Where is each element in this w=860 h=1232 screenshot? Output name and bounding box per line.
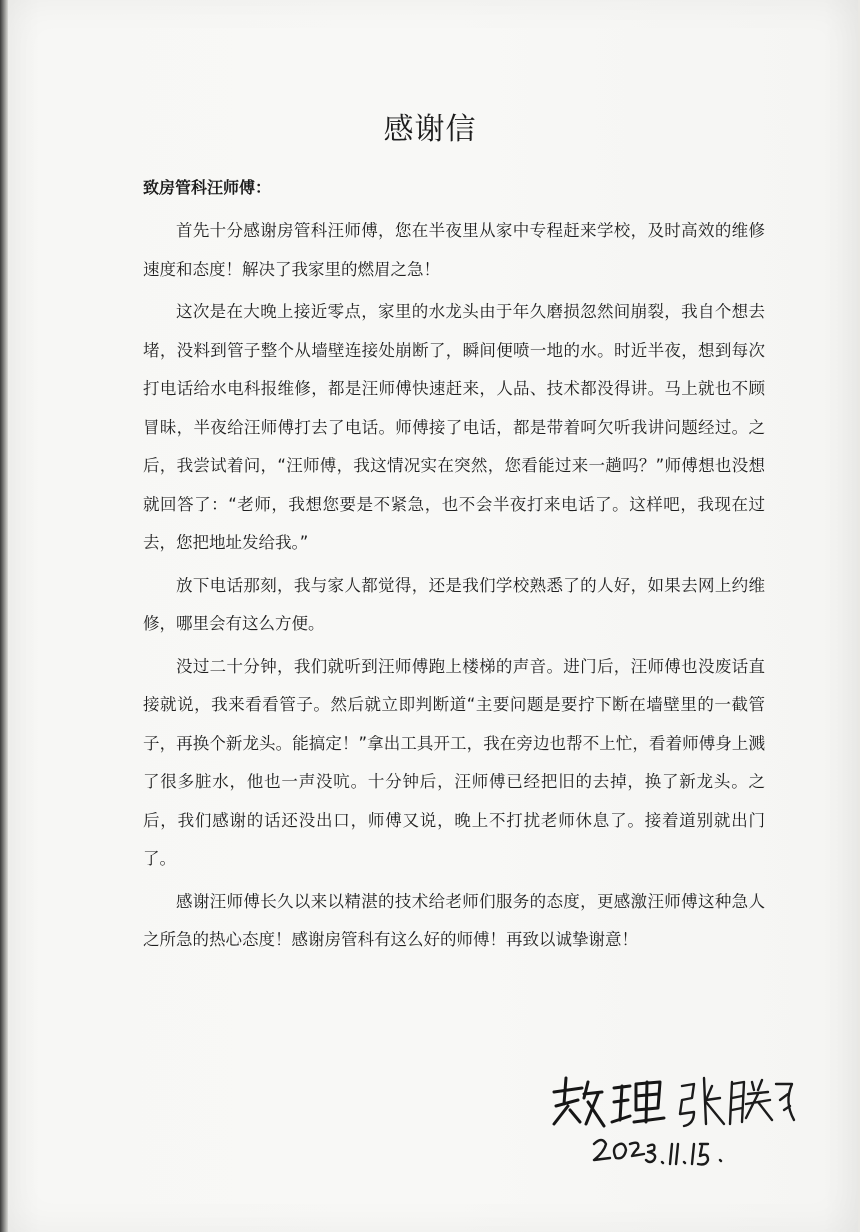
letter-body bbox=[143, 212, 765, 964]
paragraph-3: 放下电话那刻，我与家人都觉得，还是我们学校熟悉了的人好，如果去网上约维修，哪里会有这么方便。 bbox=[143, 575, 765, 633]
letter-salutation: 致房管科汪师傅： bbox=[143, 178, 272, 197]
paragraph-4: 没过二十分钟，我们就听到汪师傅跑上楼梯的声音。进门后，汪师傅也没废话直接就说，我来看看管子。然后就立即判断道“主要问题是要拧下断在墙壁里的一截管子，再换个新龙头。能搞定！”拿出工具开工，我在旁边也帮不上忙，看着师傅身上溅了很多脏水，他也一声没吭。十分钟后，汪师傅已经把旧的去掉，换了新龙头。之后，我们感谢的话还没出口，师傅又说，晚上不打扰老师休息了。接着道别就出门了。 bbox=[143, 656, 765, 868]
paragraph-1: 首先十分感谢房管科汪师傅，您在半夜里从家中专程赶来学校，及时高效的维修速度和态度！解决了我家里的燃眉之急！ bbox=[143, 221, 765, 279]
handwritten-signature bbox=[548, 1072, 798, 1132]
handwritten-date bbox=[590, 1134, 740, 1170]
paper-shadow-edge bbox=[0, 0, 8, 1232]
paragraph-2: 这次是在大晚上接近零点，家里的水龙头由于年久磨损忽然间崩裂，我自个想去堵，没料到管子整个从墙壁连接处崩断了，瞬间便喷一地的水。时近半夜，想到每次打电话给水电科报维修，都是汪师傅快速赶来，人品、技术都没得讲。马上就也不顾冒昧，半夜给汪师傅打去了电话。师傅接了电话，都是带着呵欠听我讲问题经过。之后，我尝试着问，“汪师傅，我这情况实在突然，您看能过来一趟吗？”师傅想也没想就回答了：“老师，我想您要是不紧急，也不会半夜打来电话了。这样吧，我现在过去，您把地址发给我。” bbox=[143, 302, 765, 552]
paragraph-5: 感谢汪师傅长久以来以精湛的技术给老师们服务的态度，更感激汪师傅这种急人之所急的热心态度！感谢房管科有这么好的师傅！再致以诚挚谢意！ bbox=[143, 891, 765, 949]
letter-title: 感谢信 bbox=[383, 112, 477, 147]
